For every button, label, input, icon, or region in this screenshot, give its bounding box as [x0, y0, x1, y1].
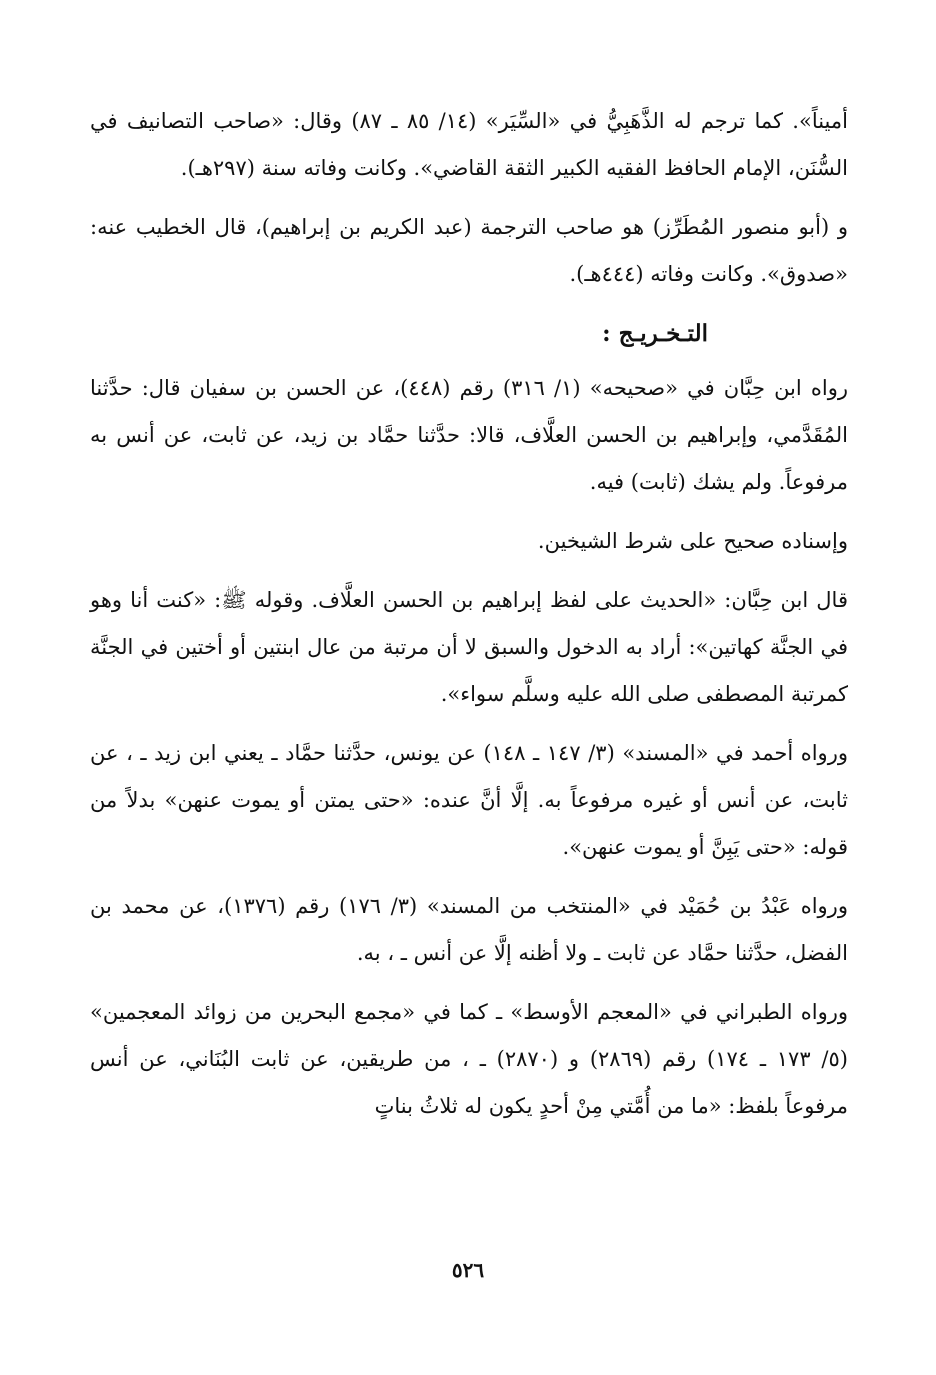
- paragraph-abd-ibn-humayd: ورواه عَبْدُ بن حُمَيْد في «المنتخب من المسند» (٣/ ١٧٦) رقم (١٣٧٦)، عن محمد بن الفضل، حدَّثنا حمَّاد عن ثابت ـ ولا أظنه إلَّا عن أنس ـ ، به.: [90, 894, 848, 965]
- paragraph-ibn-hibban-comment: قال ابن حِبَّان: «الحديث على لفظ إبراهيم بن الحسن العلَّاف. وقوله ﷺ: «كنت أنا وهو في الجنَّة كهاتين»: أراد به الدخول والسبق لا أن مرتبة من عال ابنتين أو أختين في الجنَّة كمرتبة المصطفى صلى الله عليه وسلَّم سواء».: [90, 588, 848, 706]
- page-number: ٥٢٦: [451, 1258, 485, 1282]
- paragraph-ibn-hibban: رواه ابن حِبَّان في «صحيحه» (١/ ٣١٦) رقم (٤٤٨)، عن الحسن بن سفيان قال: حدَّثنا المُقَدَّمي، وإبراهيم بن الحسن العلَّاف، قالا: حدَّثنا حمَّاد بن زيد، عن ثابت، عن أنس به مرفوعاً. ولم يشك (ثابت) فيه.: [90, 376, 848, 494]
- paragraph-biography-mutarriz: و (أبو منصور المُطَرِّز) هو صاحب الترجمة (عبد الكريم بن إبراهيم)، قال الخطيب عنه: «صدوق». وكانت وفاته (٤٤٤هـ).: [90, 215, 848, 286]
- paragraph-tabarani: ورواه الطبراني في «المعجم الأوسط» ـ كما في «مجمع البحرين من زوائد المعجمين» (٥/ ١٧٣ ـ ١٧٤) رقم (٢٨٦٩) و (٢٨٧٠) ـ ، من طريقين، عن ثابت البُنَاني، عن أنس مرفوعاً بلفظ: «ما من أُمَّتي مِنْ أحدٍ يكون له ثلاثُ بناتٍ: [90, 1000, 848, 1118]
- paragraph-ahmad: ورواه أحمد في «المسند» (٣/ ١٤٧ ـ ١٤٨) عن يونس، حدَّثنا حمَّاد ـ يعني ابن زيد ـ ، عن ثابت، عن أنس أو غيره مرفوعاً به. إلَّا أنَّ عنده: «حتى يمتن أو يموت عنهن» بدلاً من قوله: «حتى يَبِنَّ أو يموت عنهن».: [90, 741, 848, 859]
- section-heading-takhrij: التـخـريـج :: [602, 320, 708, 347]
- paragraph-isnad: وإسناده صحيح على شرط الشيخين.: [537, 529, 848, 553]
- paragraph-biography-dhahabi: أميناً». كما ترجم له الذَّهَبِيُّ في «السِّيَر» (١٤/ ٨٥ ـ ٨٧) وقال: «صاحب التصانيف في السُّنَن، الإمام الحافظ الفقيه الكبير الثقة القاضي». وكانت وفاته سنة (٢٩٧هـ).: [90, 109, 848, 180]
- page-body: [90, 98, 848, 1142]
